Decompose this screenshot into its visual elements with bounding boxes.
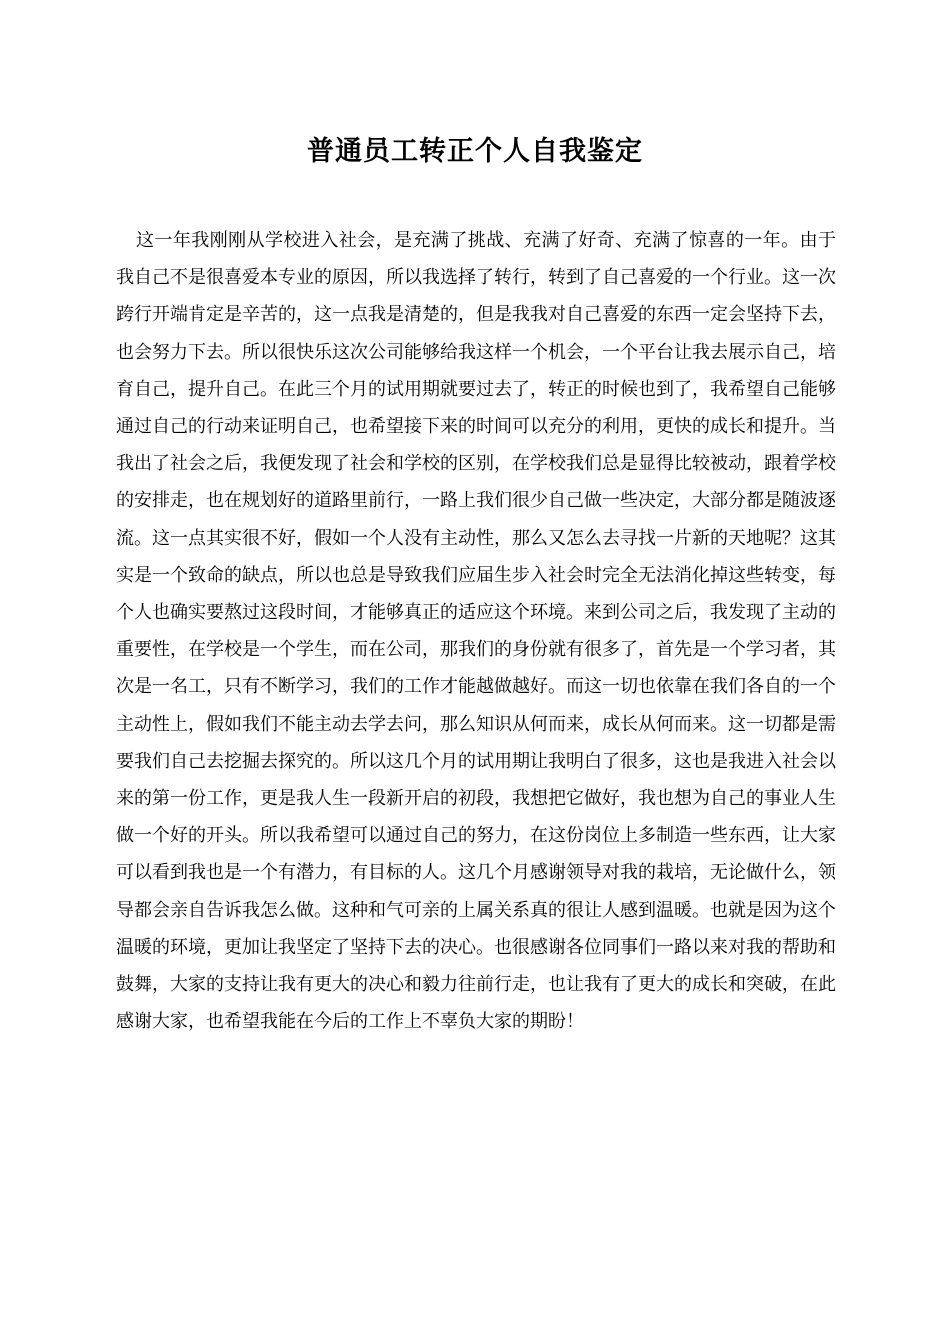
document-title: 普通员工转正个人自我鉴定 [307, 136, 643, 167]
document-body-paragraph: 这一年我刚刚从学校进入社会，是充满了挑战、充满了好奇、充满了惊喜的一年。由于我自己不是很喜爱本专业的原因，所以我选择了转行，转到了自己喜爱的一个行业。这一次跨行开端肯定是辛苦的，这一点我是清楚的，但是我我对自己喜爱的东西一定会坚持下去，也会努力下去。所以很快乐这次公司能够给我这样一个机会，一个平台让我去展示自己，培育自己，提升自己。在此三个月的试用期就要过去了，转正的时候也到了，我希望自己能够通过自己的行动来证明自己，也希望接下来的时间可以充分的利用，更快的成长和提升。当我出了社会之后，我便发现了社会和学校的区别，在学校我们总是显得比较被动，跟着学校的安排走，也在规划好的道路里前行，一路上我们很少自己做一些决定，大部分都是随波逐流。这一点其实很不好，假如一个人没有主动性，那么又怎么去寻找一片新的天地呢？这其实是一个致命的缺点，所以也总是导致我们应届生步入社会时完全无法消化掉这些转变，每个人也确实要熬过这段时间，才能够真正的适应这个环境。来到公司之后，我发现了主动的重要性，在学校是一个学生，而在公司，那我们的身份就有很多了，首先是一个学习者，其次是一名工，只有不断学习，我们的工作才能越做越好。而这一切也依靠在我们各自的一个主动性上，假如我们不能主动去学去问，那么知识从何而来，成长从何而来。这一切都是需要我们自己去挖掘去探究的。所以这几个月的试用期让我明白了很多，这也是我进入社会以来的第一份工作，更是我人生一段新开启的初段，我想把它做好，我也想为自己的事业人生做一个好的开头。所以我希望可以通过自己的努力，在这份岗位上多制造一些东西，让大家可以看到我也是一个有潜力，有目标的人。这几个月感谢领导对我的栽培，无论做什么，领导都会亲自告诉我怎么做。这种和气可亲的上属关系真的很让人感到温暖。也就是因为这个温暖的环境，更加让我坚定了坚持下去的决心。也很感谢各位同事们一路以来对我的帮助和鼓舞，大家的支持让我有更大的决心和毅力往前行走，也让我有了更大的成长和突破，在此感谢大家，也希望我能在今后的工作上不辜负大家的期盼！ [116, 230, 836, 1033]
